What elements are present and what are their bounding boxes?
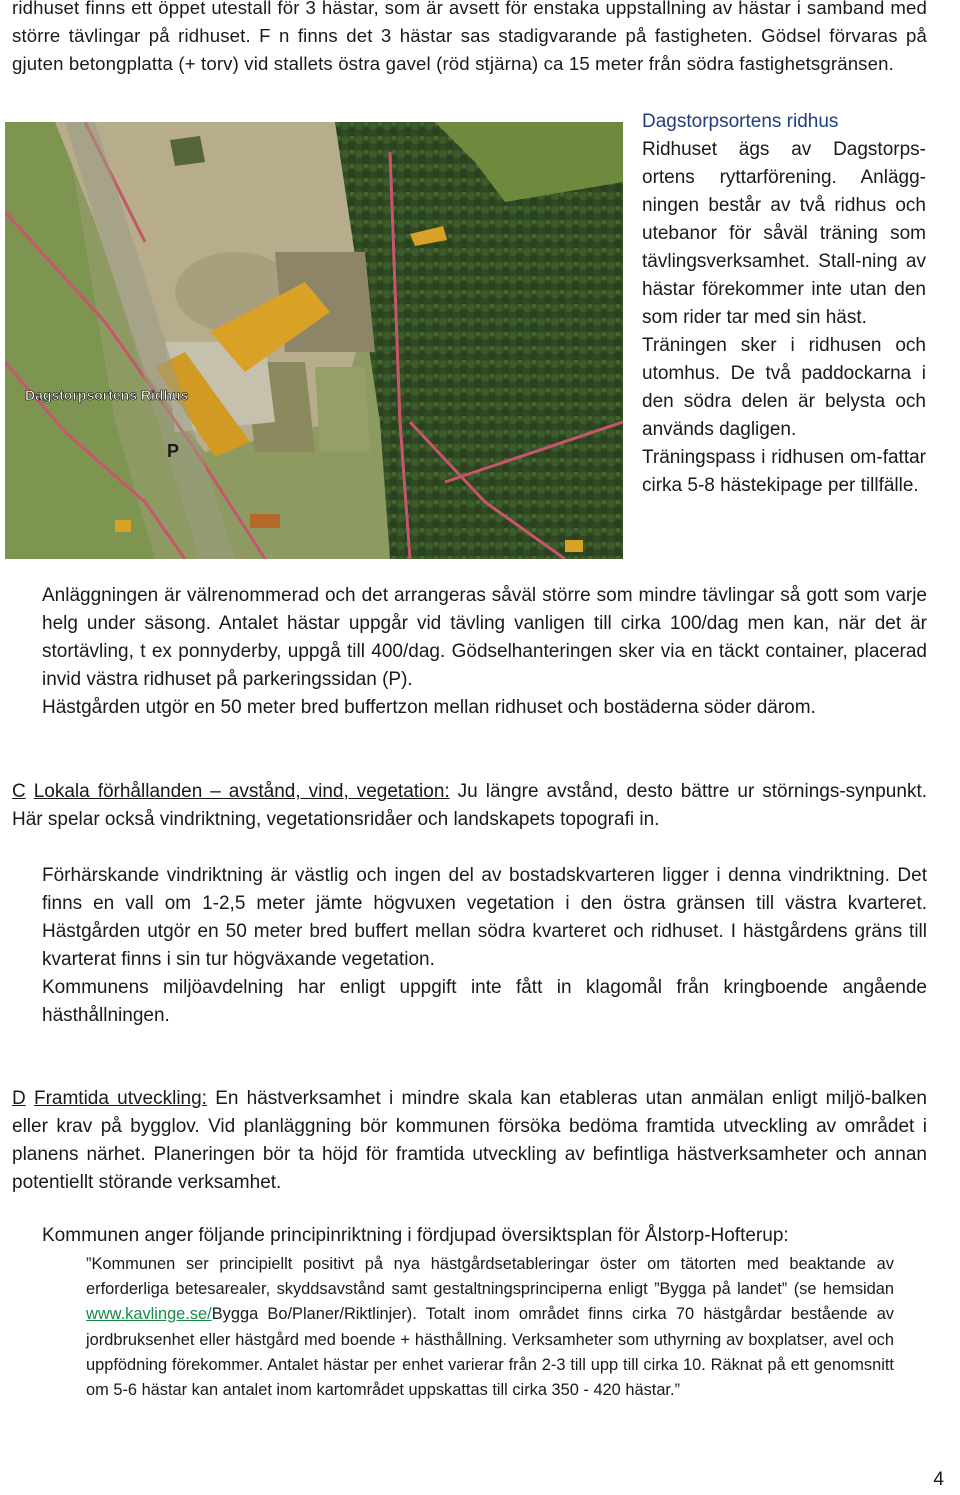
section-c-paragraph [12,778,927,834]
complaints-paragraph: Kommunens miljöavdelning har enligt uppgift inte fått in klagomål från kringboende angående hästhållningen. [42,977,927,1026]
section-c-title: Lokala förhållanden – avstånd, vind, vegetation: [33,781,450,802]
buffer-paragraph: Hästgården utgör en 50 meter bred buffertzon mellan ridhuset och bostäderna söder därom. [42,697,816,718]
sidebar-paragraph: Träningspass i ridhusen om-fattar cirka 5-8 hästekipage per tillfälle. [642,447,926,496]
sidebar-text [642,108,926,500]
map-overlay-label: Dagstorpsortens Ridhus [25,387,189,403]
section-d-letter: D [12,1088,26,1109]
sidebar-paragraph: Ridhuset ägs av Dagstorps-ortens ryttarförening. Anlägg-ningen består av två ridhus och utebanor för såväl träning som tävlingsverksamhet. Stall-ning av hästar förekommer inte utan den som rider tar med sin häst. [642,139,926,328]
wind-paragraph: Förhärskande vindriktning är västlig och ingen del av bostadskvarteren ligger i denna vindriktning. Det finns en vall om 1-2,5 meter jämte högvuxen vegetation i den östra gränsen till västra kvarteret. Hästgården utgör en 50 meter bred buffert mellan södra kvarteret och ridhuset. I hästgårdens gräns till kvarterat finns i sin tur högväxande vegetation. [42,865,927,970]
section-d-text: En hästverksamhet i mindre skala kan etableras utan anmälan enligt miljö-balken eller krav på bygglov. Vid planläggning bör kommunen försöka bedöma framtida utveckling av området i planens närhet. Planeringen bör ta höjd för framtida utveckling av befintliga hästverksamheter och annan potentiellt störande verksamhet. [12,1088,928,1193]
intro-paragraph: ridhuset finns ett öppet utestall för 3 hästar, som är avsett för enstaka uppstallning av hästar i samband med större tävlingar på ridhuset. F n finns det 3 hästar sas stadigvarande på fastigheten. Gödsel förvaras på gjuten betongplatta (+ torv) vid stallets östra gavel (röd stjärna) ca 15 meter från södra fastighetsgränsen. [12,0,927,74]
sidebar-heading: Dagstorpsortens ridhus [642,111,839,132]
quote-text: ”Kommunen ser principiellt positivt på nya hästgårdsetableringar öster om tätorten med beaktande av erforderliga betesarealer, skyddsavstånd samt gestaltningsprinciperna enligt ”Bygga på landet” (se hemsidan [86,1255,894,1299]
parking-marker: P [167,441,180,461]
section-c-text: Ju längre avstånd, desto bättre ur störnings-synpunkt. Här spelar också vindriktning, vegetationsridåer och landskapets topografi in. [12,781,927,830]
sidebar-paragraph: Träningen sker i ridhusen och utomhus. De två paddockarna i den södra delen är belysta och används dagligen. [642,335,926,440]
section-c-letter: C [12,781,26,802]
page-number: 4 [933,1469,944,1490]
kavlinge-link[interactable]: www.kavlinge.se/ [86,1305,212,1324]
quote-paragraph [86,1252,894,1403]
quote-text: Bygga Bo/Planer/Riktlinjer). Totalt inom området finns cirka 70 hästgårdar bestående av jordbruksenhet eller hästgård med boende + hästhållning. Verksamheter som uthyrning av boxplatser, avel och uppfödning förekommer. Antalet hästar per enhet varierar från 2-3 till upp till cirka 10. Räknat på ett genomsnitt om 5-6 hästar kan antalet inom kartområdet uppskattas till cirka 350 - 420 hästar.” [86,1305,894,1400]
aerial-photo [5,122,623,559]
facility-paragraph: Anläggningen är välrenommerad och det arrangeras såväl större som mindre tävlingar så gott som varje helg under säsong. Antalet hästar uppgår vid tävling vanligen till cirka 100/dag men kan, när det är stortävling, t ex ponnyderby, uppgå till 400/dag. Gödselhanteringen sker via en täckt container, placerad invid västra ridhuset på parkeringssidan (P). [42,585,927,690]
section-d-title: Framtida utveckling: [33,1088,207,1109]
section-d-paragraph [12,1085,927,1197]
lead-paragraph: Kommunen anger följande principinriktning i fördjupad översiktsplan för Ålstorp-Hofterup: [42,1225,789,1246]
